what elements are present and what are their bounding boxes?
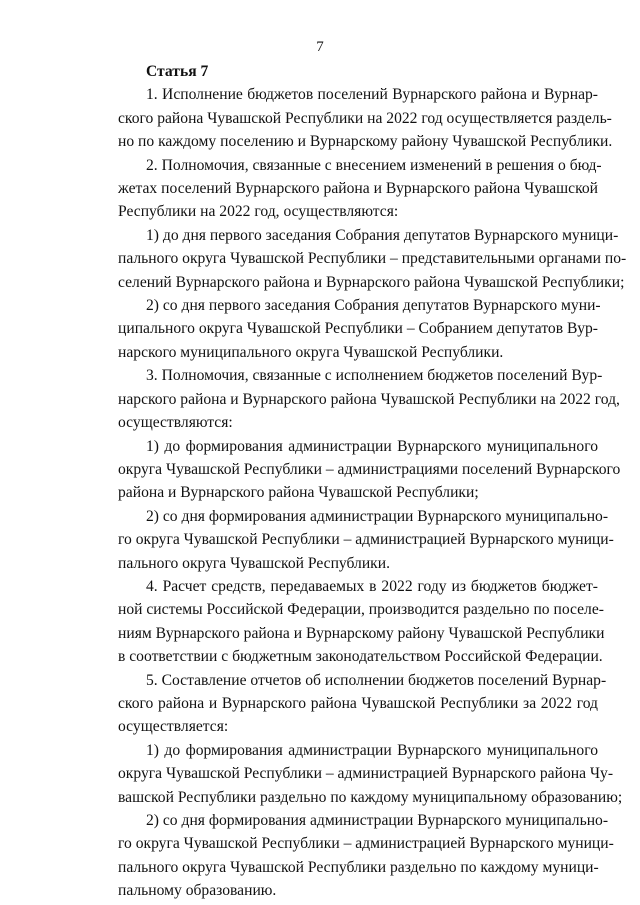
paragraph — [118, 669, 607, 739]
paragraph-line: го округа Чувашской Республики – администрацией Вурнарского муници- — [118, 835, 614, 853]
document-body — [118, 60, 627, 903]
article-paragraphs — [118, 83, 627, 902]
paragraph — [118, 294, 601, 364]
paragraph — [118, 154, 602, 224]
paragraph — [118, 83, 613, 153]
paragraph-line: пального округа Чувашской Республики раздельно по каждому муници- — [118, 858, 599, 876]
paragraph — [118, 809, 614, 903]
article-title: Статья 7 — [146, 63, 209, 80]
paragraph — [118, 505, 614, 575]
paragraph-line: округа Чувашской Республики – администрациями поселений Вурнарского — [118, 460, 621, 478]
paragraph-line: ского района Чувашской Республики на 2022 год осуществляется раздель- — [118, 109, 612, 127]
paragraph — [118, 739, 623, 809]
paragraph-line: Республики на 2022 год, осуществляются: — [118, 203, 399, 221]
paragraph-line: 2. Полномочия, связанные с внесением изменений в решения о бюд- — [146, 156, 602, 174]
paragraph-line: вашской Республики раздельно по каждому муниципальному образованию; — [118, 788, 623, 806]
paragraph-line: жетах поселений Вурнарского района и Вурнарского района Чувашской — [118, 180, 598, 198]
paragraph-line: 1) до дня первого заседания Собрания депутатов Вурнарского муници- — [146, 226, 619, 244]
paragraph-line: ципального округа Чувашской Республики – Собранием депутатов Вур- — [118, 320, 598, 338]
paragraph-line: 5. Составление отчетов об исполнении бюджетов поселений Вурнар- — [146, 671, 607, 689]
paragraph-line: пального округа Чувашской Республики. — [118, 554, 391, 572]
paragraph-line: района и Вурнарского района Чувашской Республики; — [118, 484, 479, 502]
paragraph-line: но по каждому поселению и Вурнарскому району Чувашской Республики. — [118, 133, 613, 151]
paragraph-line: 4. Расчет средств, передаваемых в 2022 году из бюджетов бюджет- — [146, 577, 598, 595]
paragraph-line: в соответствии с бюджетным законодательством Российской Федерации. — [118, 648, 603, 666]
paragraph — [118, 435, 621, 505]
paragraph-line: ной системы Российской Федерации, производится раздельно по поселе- — [118, 601, 604, 619]
paragraph-line: го округа Чувашской Республики – администрацией Вурнарского муници- — [118, 531, 614, 549]
paragraph — [118, 575, 605, 669]
paragraph-line: осуществляются: — [118, 414, 233, 432]
paragraph-line: ниям Вурнарского района и Вурнарскому району Чувашской Республики — [118, 624, 605, 642]
paragraph-line: 2) со дня первого заседания Собрания депутатов Вурнарского муни- — [146, 297, 601, 315]
paragraph-line: нарского района и Вурнарского района Чувашской Республики на 2022 год, — [118, 390, 620, 408]
paragraph-line: 3. Полномочия, связанные с исполнением бюджетов поселений Вур- — [146, 367, 603, 385]
paragraph-line: 1) до формирования администрации Вурнарского муниципального — [146, 437, 598, 455]
paragraph — [118, 364, 620, 434]
paragraph-line: 2) со дня формирования администрации Вурнарского муниципально- — [146, 812, 609, 829]
paragraph-line: ского района и Вурнарского района Чувашской Республики за 2022 год — [118, 694, 598, 712]
paragraph — [118, 224, 627, 294]
paragraph-line: осуществляется: — [118, 718, 229, 736]
paragraph-line: 2) со дня формирования администрации Вурнарского муниципально- — [146, 507, 609, 525]
paragraph-line: 1. Исполнение бюджетов поселений Вурнарского района и Вурнар- — [146, 86, 598, 104]
paragraph-line: 1) до формирования администрации Вурнарского муниципального — [146, 741, 598, 759]
page-number: 7 — [316, 39, 324, 55]
paragraph-line: округа Чувашской Республики – администрацией Вурнарского района Чу- — [118, 765, 614, 783]
paragraph-line: пальному образованию. — [118, 882, 277, 900]
paragraph-line: селений Вурнарского района и Вурнарского района Чувашской Республики; — [118, 273, 625, 291]
paragraph-line: пального округа Чувашской Республики – представительными органами по- — [118, 250, 627, 268]
paragraph-line: нарского муниципального округа Чувашской Республики. — [118, 343, 504, 361]
